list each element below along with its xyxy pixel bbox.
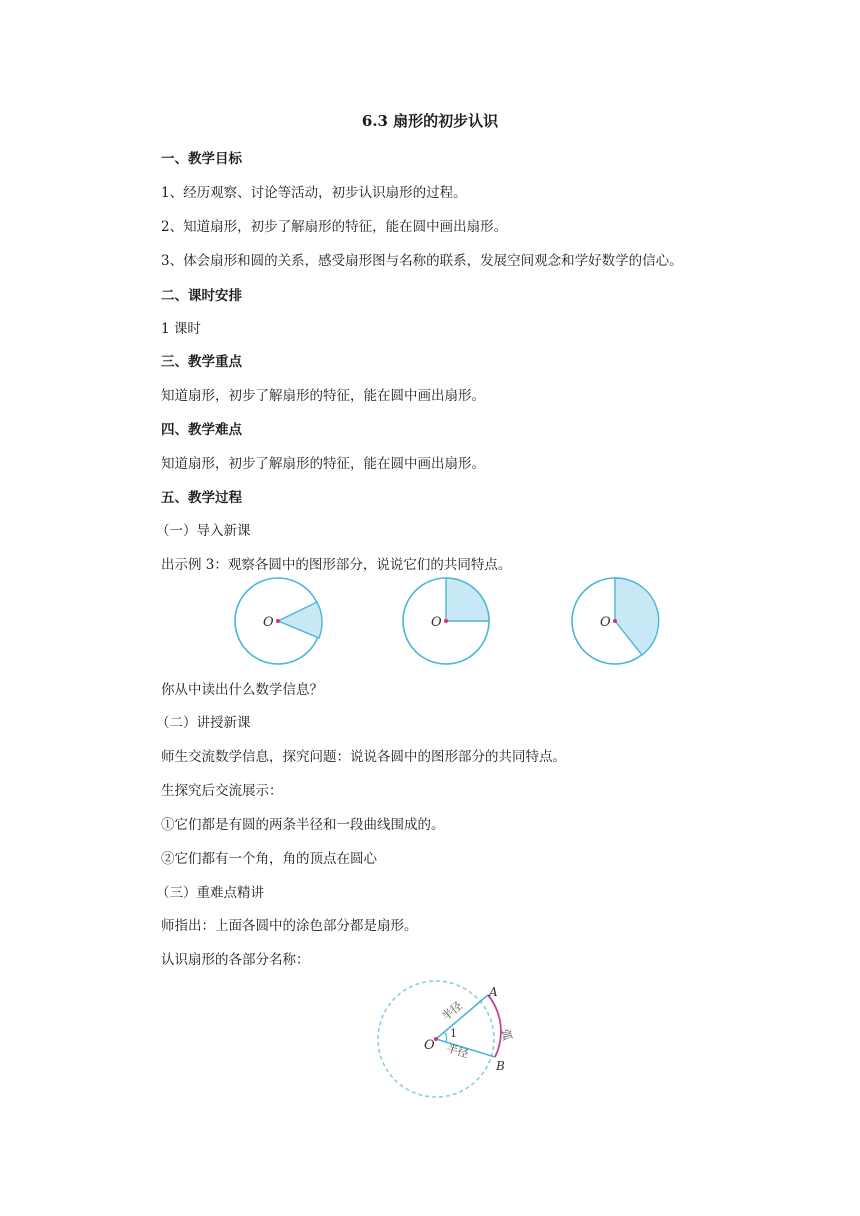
paragraph: 1 课时 — [161, 321, 201, 337]
angle-mark — [444, 1032, 447, 1042]
paragraph: 知道扇形，初步了解扇形的特征，能在圆中画出扇形。 — [161, 388, 485, 404]
point-b-label: B — [496, 1059, 505, 1073]
center-point — [444, 619, 448, 623]
center-point — [613, 619, 617, 623]
angle-label: 1 — [450, 1027, 457, 1040]
three-sectors-figure — [230, 576, 670, 670]
paragraph: 2、知道扇形，初步了解扇形的特征，能在圆中画出扇形。 — [161, 219, 508, 235]
arc-ab — [488, 995, 501, 1057]
center-label: O — [431, 615, 442, 630]
paragraph: 认识扇形的各部分名称： — [161, 952, 310, 968]
sector-parts-diagram — [370, 975, 530, 1105]
paragraph: 你从中读出什么数学信息？ — [161, 682, 323, 698]
section-heading-objectives: 一、教学目标 — [161, 151, 242, 167]
paragraph: 出示例 3：观察各圆中的图形部分，说说它们的共同特点。 — [161, 557, 512, 573]
paragraph: 师指出：上面各圆中的涂色部分都是扇形。 — [161, 918, 418, 934]
section-heading-key-points: 三、教学重点 — [161, 354, 242, 370]
circle-sector-1 — [235, 578, 322, 664]
arc-label: 弧 — [499, 1028, 514, 1042]
center-label: O — [424, 1038, 435, 1053]
circle-sector-2 — [403, 578, 489, 664]
center-label: O — [600, 615, 611, 630]
paragraph: 师生交流数学信息，探究问题：说说各圆中的图形部分的共同特点。 — [161, 749, 566, 765]
section-heading-schedule: 二、课时安排 — [161, 288, 242, 304]
paragraph: 知道扇形，初步了解扇形的特征，能在圆中画出扇形。 — [161, 456, 485, 472]
radius-label-oa: 半径 — [439, 999, 465, 1024]
subsection-heading: （二）讲授新课 — [156, 715, 251, 731]
paragraph: 1、经历观察、讨论等活动，初步认识扇形的过程。 — [161, 185, 467, 201]
center-point — [276, 619, 280, 623]
subsection-heading: （一）导入新课 — [156, 523, 251, 539]
page-title: 6.3 扇形的初步认识 — [361, 112, 499, 130]
paragraph: 生探究后交流展示： — [161, 783, 283, 799]
point-a-label: A — [489, 985, 498, 999]
paragraph: ①它们都是有圆的两条半径和一段曲线围成的。 — [161, 817, 445, 833]
center-label: O — [263, 615, 274, 630]
paragraph: ②它们都有一个角，角的顶点在圆心 — [161, 851, 377, 867]
radius-label-ob: 半径 — [445, 1041, 471, 1061]
subsection-heading: （三）重难点精讲 — [156, 885, 264, 901]
circle-sector-3 — [572, 578, 659, 664]
section-heading-process: 五、教学过程 — [161, 490, 242, 506]
paragraph: 3、体会扇形和圆的关系，感受扇形图与名称的联系，发展空间观念和学好数学的信心。 — [161, 253, 683, 269]
section-heading-difficulties: 四、教学难点 — [161, 422, 242, 438]
